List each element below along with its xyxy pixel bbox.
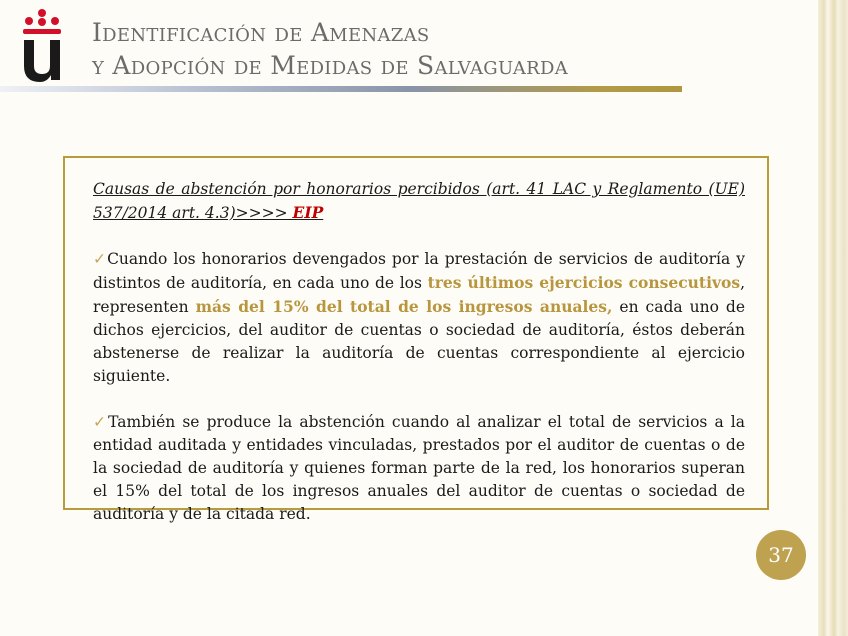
paragraph-1-text-e: en cada uno de dichos ejercicios, del auditor de cuentas o sociedad de auditoría, éstos deberán abstenerse de realizar la auditoría de cuentas correspondiente al ejercicio siguiente. — [93, 298, 745, 385]
slide-title — [92, 16, 568, 82]
paragraph-1-text-c: , representen — [93, 274, 745, 316]
page-number-badge — [756, 530, 806, 580]
paragraph-2 — [93, 411, 745, 526]
checkmark-icon: ✓ — [93, 413, 109, 431]
section-heading-text: Causas de abstención por honorarios percibidos (art. 41 LAC y Reglamento (UE) 537/2014 art. 4.3)>>>> — [93, 180, 745, 222]
slide-title-line-1: Identificación de Amenazas — [92, 18, 430, 47]
section-heading — [93, 178, 745, 225]
decorative-side-strip — [818, 0, 848, 636]
paragraph-1 — [93, 248, 745, 388]
paragraph-2-text: También se produce la abstención cuando al analizar el total de servicios a la entidad auditada y entidades vinculadas, prestados por el auditor de cuentas o de la sociedad de auditoría y quienes forman parte de la red, los honorarios superan el 15% del total de los ingresos anuales del auditor de cuentas o sociedad de auditoría y de la citada red. — [93, 413, 745, 523]
content-box — [63, 156, 769, 523]
highlight-three-years: tres últimos ejercicios consecutivos — [427, 273, 741, 292]
content-text — [93, 178, 745, 526]
paragraph-1-text-a: Cuando los honorarios devengados por la prestación de servicios de auditoría y distintos de auditoría, en cada uno de los — [93, 250, 745, 292]
university-logo-icon — [20, 8, 64, 84]
slide-title-line-2: y Adopción de Medidas de Salvaguarda — [92, 51, 569, 80]
title-underline-rule — [0, 86, 682, 92]
eip-tag: EIP — [292, 203, 324, 222]
page-number: 37 — [768, 543, 794, 567]
highlight-fifteen-percent: más del 15% del total de los ingresos anuales, — [195, 297, 613, 316]
checkmark-icon: ✓ — [93, 250, 108, 268]
